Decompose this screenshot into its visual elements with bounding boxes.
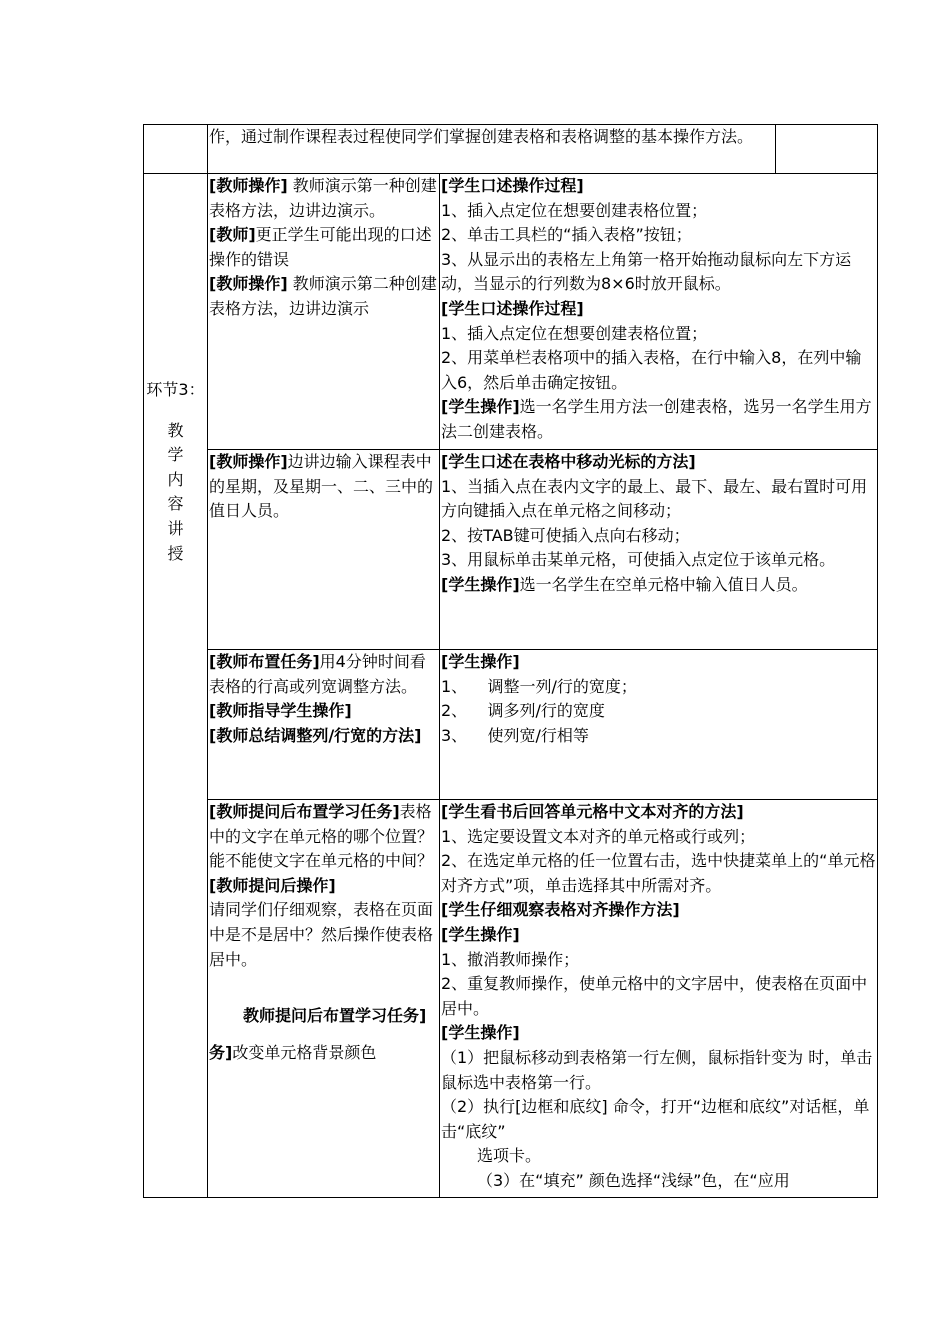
- student-paragraph: 1、撤消教师操作；: [441, 949, 580, 969]
- section-char: 学: [167, 445, 184, 465]
- teacher-paragraph: [教师提问后操作]: [209, 875, 336, 895]
- student-heading: [学生操作]: [441, 924, 520, 944]
- student-paragraph: 3、用鼠标单击某单元格，可使插入点定位于该单元格。: [441, 550, 836, 570]
- section-char: 教: [167, 420, 184, 440]
- student-heading: [学生口述操作过程]: [441, 298, 584, 318]
- student-paragraph: 2、在选定单元格的任一位置右击，选中快捷菜单上的“单元格对齐方式”项，单击选择其中所需对齐。: [441, 851, 876, 895]
- teacher-paragraph: [教师操作] 教师演示第一种创建表格方法，边讲边演示。: [209, 176, 437, 220]
- top-middle-text: 作，通过制作课程表过程使同学们掌握创建表格和表格调整的基本操作方法。: [209, 127, 754, 146]
- student-cell: [440, 450, 878, 650]
- top-middle-cell: [208, 125, 776, 174]
- student-paragraph: 1、 调整一列/行的宽度；: [441, 676, 637, 696]
- teacher-paragraph: 务]改变单元格背景颜色: [209, 1043, 377, 1063]
- student-step: （1）把鼠标移动到表格第一行左侧，鼠标指针变为 时，单击鼠标选中表格第一行。: [441, 1047, 873, 1092]
- top-left-cell: [144, 125, 208, 174]
- table-row: [144, 450, 878, 650]
- student-heading: [学生口述操作过程]: [441, 176, 584, 195]
- student-paragraph: 3、从显示出的表格左上角第一格开始拖动鼠标向左下方运动，当显示的行列数为8×6时放开鼠标。: [441, 249, 852, 294]
- student-step: （2）执行[边框和底纹] 命令，打开“边框和底纹”对话框，单击“底纹”: [441, 1097, 870, 1141]
- teacher-cell: [208, 450, 440, 650]
- student-step: 选项卡。: [477, 1146, 542, 1166]
- student-paragraph: 3、 使列宽/行相等: [441, 725, 589, 745]
- student-heading: [学生操作]: [441, 652, 520, 671]
- teacher-paragraph: [教师总结调整列/行宽的方法]: [209, 725, 422, 745]
- student-step: （3）在“填充” 颜色选择“浅绿”色，在“应用: [477, 1170, 790, 1190]
- student-heading: [学生操作]: [441, 1023, 520, 1043]
- section-char: 内: [167, 469, 184, 489]
- teacher-paragraph: [教师操作]边讲边输入课程表中的星期，及星期一、二、三中的值日人员。: [209, 452, 434, 521]
- section-char: 容: [167, 494, 184, 514]
- teacher-paragraph: 教师提问后布置学习任务]: [243, 1006, 427, 1026]
- student-paragraph: 2、单击工具栏的“插入表格”按钮；: [441, 225, 692, 245]
- teacher-cell: [208, 650, 440, 800]
- lesson-table: [143, 173, 878, 1198]
- section-char: 授: [167, 543, 184, 563]
- student-paragraph: 1、选定要设置文本对齐的单元格或行或列；: [441, 826, 756, 846]
- student-paragraph: 1、插入点定位在想要创建表格位置；: [441, 200, 708, 220]
- section-label-cell: [144, 174, 208, 1198]
- student-heading: [学生看书后回答单元格中文本对齐的方法]: [441, 802, 744, 821]
- table-row: [144, 800, 878, 1198]
- student-cell: [440, 800, 878, 1198]
- table-row: [144, 650, 878, 800]
- blank-line: [209, 972, 438, 994]
- teacher-paragraph: [教师]更正学生可能出现的口述操作的错误: [209, 225, 432, 269]
- teacher-paragraph: 请同学们仔细观察，表格在页面中是不是居中？然后操作使表格居中。: [209, 900, 434, 969]
- teacher-cell: [208, 174, 440, 450]
- teacher-paragraph: [教师布置任务]用4分钟时间看表格的行高或列宽调整方法。: [209, 652, 426, 696]
- student-heading: [学生仔细观察表格对齐操作方法]: [441, 900, 680, 920]
- teacher-paragraph: [教师操作] 教师演示第二种创建表格方法，边讲边演示: [209, 274, 437, 318]
- student-paragraph: 1、插入点定位在想要创建表格位置；: [441, 323, 708, 343]
- student-paragraph: 2、用菜单栏表格项中的插入表格，在行中输入8，在列中输入6，然后单击确定按钮。: [441, 348, 862, 392]
- student-paragraph: 1、当插入点在表内文字的最上、最下、最左、最右置时可用方向键插入点在单元格之间移动；: [441, 476, 868, 521]
- student-paragraph: 2、按TAB键可使插入点向右移动；: [441, 525, 690, 545]
- teacher-cell: [208, 800, 440, 1198]
- teacher-paragraph: [教师提问后布置学习任务]表格中的文字在单元格的哪个位置？能不能使文字在单元格的中间？: [209, 802, 434, 871]
- student-paragraph: [学生操作]选一名学生用方法一创建表格，选另一名学生用方法二创建表格。: [441, 397, 872, 441]
- student-paragraph: 2、 调多列/行的宽度: [441, 701, 605, 721]
- top-right-cell: [776, 125, 878, 174]
- top-continuation-table: [143, 124, 878, 174]
- student-heading: [学生口述在表格中移动光标的方法]: [441, 452, 696, 471]
- student-paragraph: [学生操作]选一名学生在空单元格中输入值日人员。: [441, 574, 808, 594]
- student-cell: [440, 650, 878, 800]
- table-row: [144, 174, 878, 450]
- student-cell: [440, 174, 878, 450]
- student-paragraph: 2、重复教师操作，使单元格中的文字居中，使表格在页面中居中。: [441, 974, 868, 1018]
- section-stage-label: 环节3：: [146, 380, 205, 399]
- teacher-paragraph: [教师指导学生操作]: [209, 701, 352, 721]
- section-char: 讲: [167, 518, 184, 538]
